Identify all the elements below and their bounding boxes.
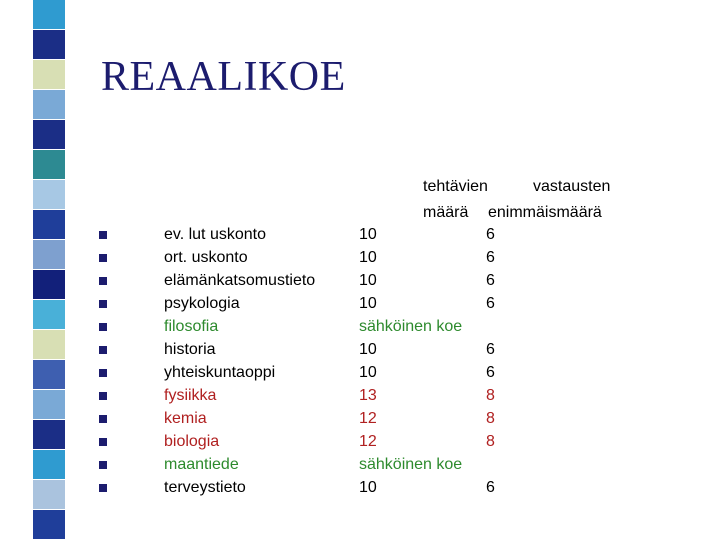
bullet-icon: [99, 300, 107, 308]
subject-name: ev. lut uskonto: [164, 226, 266, 243]
table-row: [0, 269, 720, 292]
max-answers: 8: [486, 433, 495, 450]
max-answers: 6: [486, 249, 495, 266]
bullet-icon: [99, 438, 107, 446]
subject-name: filosofia: [164, 318, 219, 335]
bullet-icon: [99, 392, 107, 400]
subject-name: maantiede: [164, 456, 239, 473]
subject-name: elämänkatsomustieto: [164, 272, 316, 289]
table-row: [0, 453, 720, 476]
subject-name: psykologia: [164, 295, 240, 312]
strip-block: [33, 0, 65, 30]
strip-block: [33, 510, 65, 540]
table-row: [0, 476, 720, 499]
task-count: 10: [359, 364, 377, 381]
table-row: [0, 384, 720, 407]
subject-name: fysiikka: [164, 387, 217, 404]
bullet-icon: [99, 254, 107, 262]
bullet-icon: [99, 346, 107, 354]
max-answers: 6: [486, 226, 495, 243]
task-count: 10: [359, 479, 377, 496]
task-count: 10: [359, 295, 377, 312]
strip-block: [33, 60, 65, 90]
task-count: 12: [359, 433, 377, 450]
subject-name: biologia: [164, 433, 220, 450]
header-col1-line2: määrä: [423, 204, 469, 221]
subject-name: historia: [164, 341, 216, 358]
subject-name: yhteiskuntaoppi: [164, 364, 276, 381]
task-count: 10: [359, 226, 377, 243]
table-row: [0, 430, 720, 453]
header-col1-line1: tehtävien: [423, 178, 488, 195]
table-row: [0, 338, 720, 361]
task-count: 10: [359, 249, 377, 266]
max-answers: 6: [486, 341, 495, 358]
task-count: 10: [359, 272, 377, 289]
max-answers: 6: [486, 364, 495, 381]
strip-block: [33, 30, 65, 60]
bullet-icon: [99, 231, 107, 239]
max-answers: 6: [486, 272, 495, 289]
max-answers: 8: [486, 387, 495, 404]
slide-title: REAALIKOE: [101, 54, 346, 100]
strip-block: [33, 180, 65, 210]
bullet-icon: [99, 277, 107, 285]
table-row: [0, 315, 720, 338]
subject-name: terveystieto: [164, 479, 246, 496]
bullet-icon: [99, 461, 107, 469]
header-col2-line1: vastausten: [533, 178, 611, 195]
task-count: sähköinen koe: [359, 456, 463, 473]
max-answers: 6: [486, 479, 495, 496]
bullet-icon: [99, 369, 107, 377]
table-row: [0, 407, 720, 430]
header-col2-line2: enimmäismäärä: [488, 204, 602, 221]
strip-block: [33, 90, 65, 120]
subject-name: ort. uskonto: [164, 249, 248, 266]
bullet-icon: [99, 323, 107, 331]
bullet-icon: [99, 484, 107, 492]
task-count: 12: [359, 410, 377, 427]
subject-name: kemia: [164, 410, 207, 427]
bullet-icon: [99, 415, 107, 423]
table-row: [0, 223, 720, 246]
table-row: [0, 246, 720, 269]
task-count: 13: [359, 387, 377, 404]
task-count: sähköinen koe: [359, 318, 463, 335]
table-row: [0, 361, 720, 384]
strip-block: [33, 120, 65, 150]
max-answers: 8: [486, 410, 495, 427]
max-answers: 6: [486, 295, 495, 312]
table-row: [0, 292, 720, 315]
task-count: 10: [359, 341, 377, 358]
strip-block: [33, 150, 65, 180]
